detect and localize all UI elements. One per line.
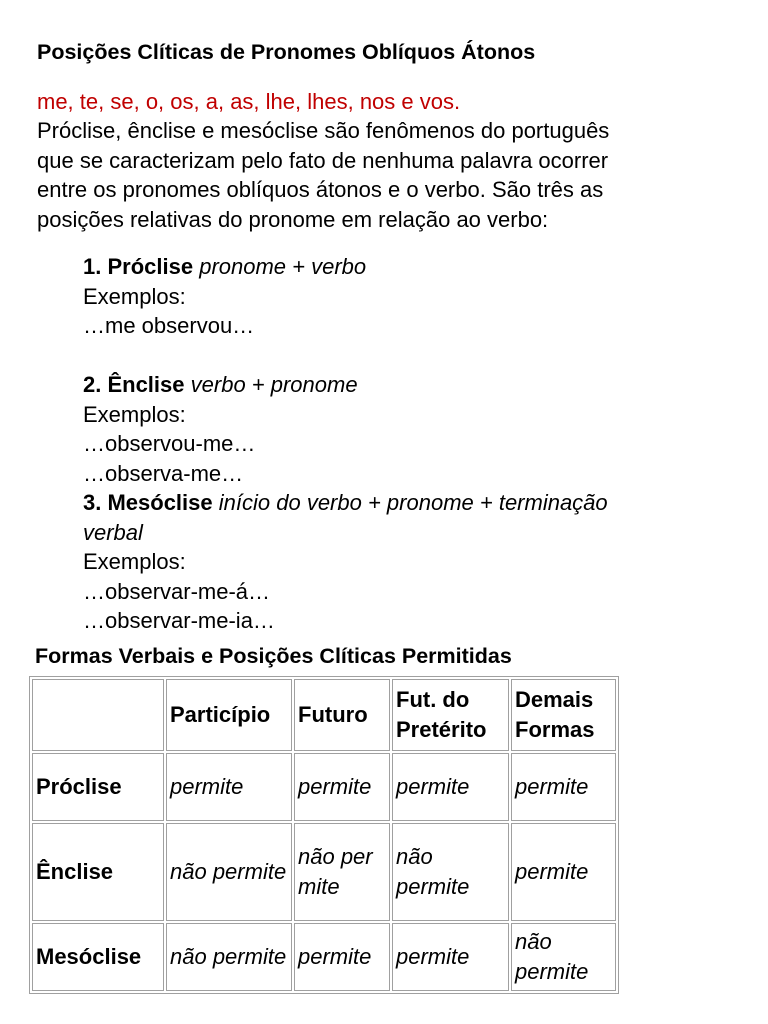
examples-label: Exemplos:: [83, 283, 186, 309]
table-cell: não permite: [166, 923, 292, 991]
verb-forms-table: [29, 676, 619, 994]
table-header-row: [32, 679, 616, 751]
row-header-cell: Próclise: [32, 753, 164, 821]
table-cell: permite: [511, 753, 616, 821]
table-cell: permite: [166, 753, 292, 821]
table-row: [32, 923, 616, 991]
table-header-cell: Fut. do Pretérito: [392, 679, 509, 751]
intro-line: entre os pronomes oblíquos átonos e o verbo. São três as: [37, 177, 604, 202]
table-cell: permite: [294, 923, 390, 991]
proclise-heading: 1. Próclise: [83, 254, 194, 279]
proclise-formula: pronome + verbo: [199, 254, 367, 279]
mesoclise-section: [83, 488, 608, 636]
table-cell: permite: [392, 753, 509, 821]
intro-line: que se caracterizam pelo fato de nenhuma palavra ocorrer: [37, 147, 609, 173]
enclise-formula: verbo + pronome: [190, 372, 358, 397]
examples-label: Exemplos:: [83, 549, 186, 574]
table-cell: não permite: [511, 923, 616, 991]
row-header-cell: Ênclise: [32, 823, 164, 921]
table-header-cell: Demais Formas: [511, 679, 616, 751]
intro-line: Próclise, ênclise e mesóclise são fenômenos do português: [37, 118, 610, 143]
table-header-cell: [32, 679, 164, 751]
examples-label: Exemplos:: [83, 401, 186, 427]
example-text: …observar-me-á…: [83, 578, 271, 604]
table-cell: permite: [392, 923, 509, 991]
table-row: [32, 823, 616, 921]
enclise-section: [83, 370, 358, 488]
pronoun-list: me, te, se, o, os, a, as, lhe, lhes, nos e vos.: [37, 89, 461, 114]
row-header-cell: Mesóclise: [32, 923, 164, 991]
table-cell: permite: [511, 823, 616, 921]
table-row: [32, 753, 616, 821]
table-cell: não permite: [392, 823, 509, 921]
intro-line: posições relativas do pronome em relação ao verbo:: [37, 206, 549, 232]
mesoclise-formula-continued: verbal: [83, 519, 143, 545]
mesoclise-formula: início do verbo + pronome + terminação: [218, 490, 608, 515]
table-header-cell: Futuro: [294, 679, 390, 751]
intro-paragraph: [37, 116, 609, 234]
enclise-heading: 2. Ênclise: [83, 372, 185, 397]
table-cell: não permite: [166, 823, 292, 921]
page-title: Posições Clíticas de Pronomes Oblíquos Átonos: [37, 40, 536, 64]
example-text: …observar-me-ia…: [83, 608, 275, 633]
mesoclise-heading: 3. Mesóclise: [83, 490, 213, 515]
table-title: Formas Verbais e Posições Clíticas Permitidas: [35, 644, 512, 668]
proclise-section: [83, 252, 366, 341]
table-cell: não permite: [294, 823, 390, 921]
example-text: …observa-me…: [83, 460, 244, 486]
example-text: …observou-me…: [83, 431, 256, 456]
table-cell: permite: [294, 753, 390, 821]
table-header-cell: Particípio: [166, 679, 292, 751]
example-text: …me observou…: [83, 313, 255, 338]
